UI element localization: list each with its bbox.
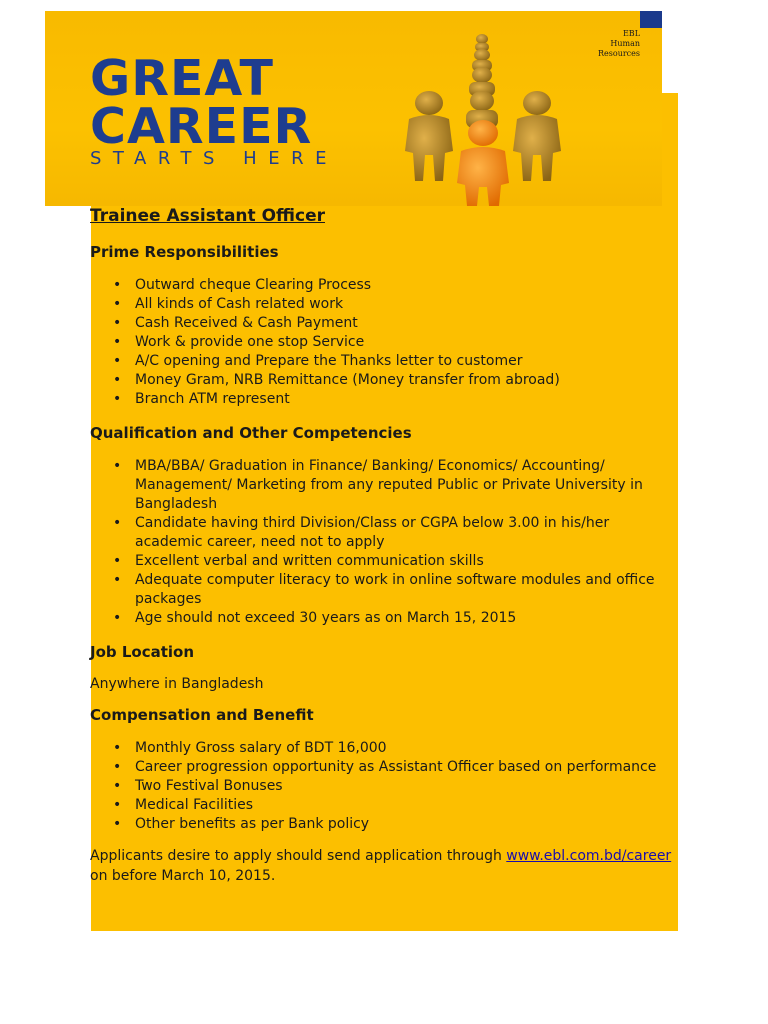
org-line-3: Resources [598, 49, 640, 58]
list-item: • Candidate having third Division/Class or CGPA below 3.00 in his/her academic career, need not to apply [90, 514, 680, 552]
list-item: • A/C opening and Prepare the Thanks letter to customer [90, 352, 680, 371]
list-item: • Excellent verbal and written communication skills [90, 552, 680, 571]
banner-headline-great: GREAT [90, 50, 274, 107]
left-figure [405, 91, 453, 181]
list-item: • Career progression opportunity as Assistant Officer based on performance [90, 758, 680, 777]
job-description [90, 204, 680, 886]
location-text: Anywhere in Bangladesh [90, 676, 264, 692]
list-item: • Age should not exceed 30 years as on March 15, 2015 [90, 609, 680, 628]
responsibilities-heading: Prime Responsibilities [90, 243, 279, 261]
list-item: • Cash Received & Cash Payment [90, 314, 680, 333]
lead-figure [457, 120, 509, 206]
org-logo-text [570, 29, 640, 59]
apply-deadline: on before March 10, 2015. [90, 868, 276, 884]
compensation-heading: Compensation and Benefit [90, 706, 314, 724]
career-link[interactable]: www.ebl.com.bd/career [506, 848, 672, 864]
qualification-list [90, 457, 680, 628]
org-line-2: Human [610, 39, 640, 48]
list-item: • Two Festival Bonuses [90, 777, 680, 796]
career-banner [45, 11, 662, 206]
compensation-list [90, 739, 680, 834]
right-figure [513, 91, 561, 181]
list-item: • All kinds of Cash related work [90, 295, 680, 314]
list-item: • Work & provide one stop Service [90, 333, 680, 352]
back-figures [466, 34, 498, 128]
apply-instructions [90, 846, 680, 886]
list-item: • Monthly Gross salary of BDT 16,000 [90, 739, 680, 758]
banner-headline-career: CAREER [90, 98, 313, 155]
job-title: Trainee Assistant Officer [90, 206, 325, 226]
list-item: • Medical Facilities [90, 796, 680, 815]
apply-text: Applicants desire to apply should send application through [90, 848, 507, 864]
qualification-heading: Qualification and Other Competencies [90, 424, 412, 442]
responsibilities-list [90, 276, 680, 409]
list-item: • Other benefits as per Bank policy [90, 815, 680, 834]
list-item: • Adequate computer literacy to work in online software modules and office packages [90, 571, 680, 609]
list-item: • Branch ATM represent [90, 390, 680, 409]
people-figures-illustration [377, 31, 567, 206]
list-item: • Outward cheque Clearing Process [90, 276, 680, 295]
banner-tagline: STARTS HERE [90, 148, 338, 169]
list-item: • Money Gram, NRB Remittance (Money transfer from abroad) [90, 371, 680, 390]
location-heading: Job Location [90, 643, 195, 661]
org-line-1: EBL [622, 29, 640, 38]
list-item: • MBA/BBA/ Graduation in Finance/ Banking/ Economics/ Accounting/ Management/ Marketing from any reputed Public or Private University in Bangladesh [90, 457, 680, 514]
brand-corner-block [640, 11, 662, 28]
